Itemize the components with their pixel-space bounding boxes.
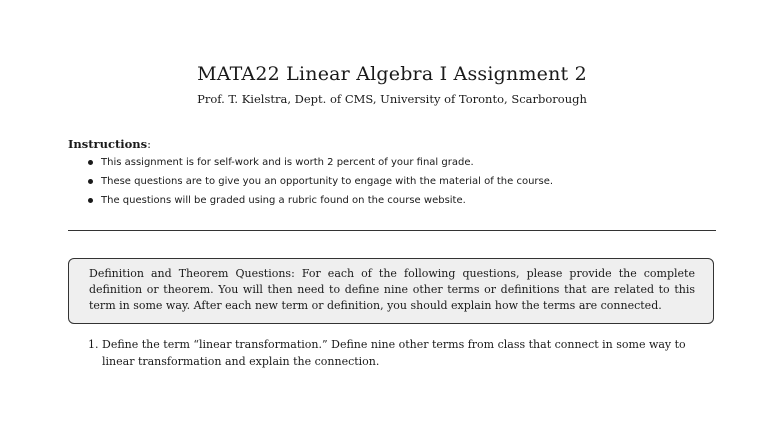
instruction-text: This assignment is for self-work and is worth 2 percent of your final grade. [101, 157, 474, 168]
instructions-heading-label: Instructions [68, 137, 148, 151]
question-instructions-text: Definition and Theorem Questions: For each of the following questions, please provide the complete definition or theorem. You will then need to define nine other terms or definitions that are related to this term in some way. After each new term or definition, you should explain how the terms are connected. [89, 267, 695, 312]
document-subtitle: Prof. T. Kielstra, Dept. of CMS, University of Toronto, Scarborough [197, 92, 587, 106]
instructions-list [88, 156, 553, 213]
instruction-item [88, 194, 553, 213]
question-number: 1. [88, 338, 99, 351]
questions-list [88, 336, 718, 370]
instructions-heading [68, 137, 151, 151]
instruction-text: These questions are to give you an opportunity to engage with the material of the course. [101, 176, 554, 187]
question-instructions-box [68, 258, 714, 324]
document-title: MATA22 Linear Algebra I Assignment 2 [197, 63, 587, 85]
question-item [88, 336, 718, 370]
instruction-item [88, 175, 553, 194]
instruction-text: The questions will be graded using a rubric found on the course website. [101, 195, 466, 206]
bullet-icon [88, 160, 93, 165]
question-text: Define the term “linear transformation.” Define nine other terms from class that connect in some way to linear transformation and explain the connection. [102, 338, 686, 368]
instructions-heading-colon: : [147, 137, 152, 151]
bullet-icon [88, 179, 93, 184]
instruction-item [88, 156, 553, 175]
horizontal-divider [68, 230, 716, 231]
bullet-icon [88, 198, 93, 203]
